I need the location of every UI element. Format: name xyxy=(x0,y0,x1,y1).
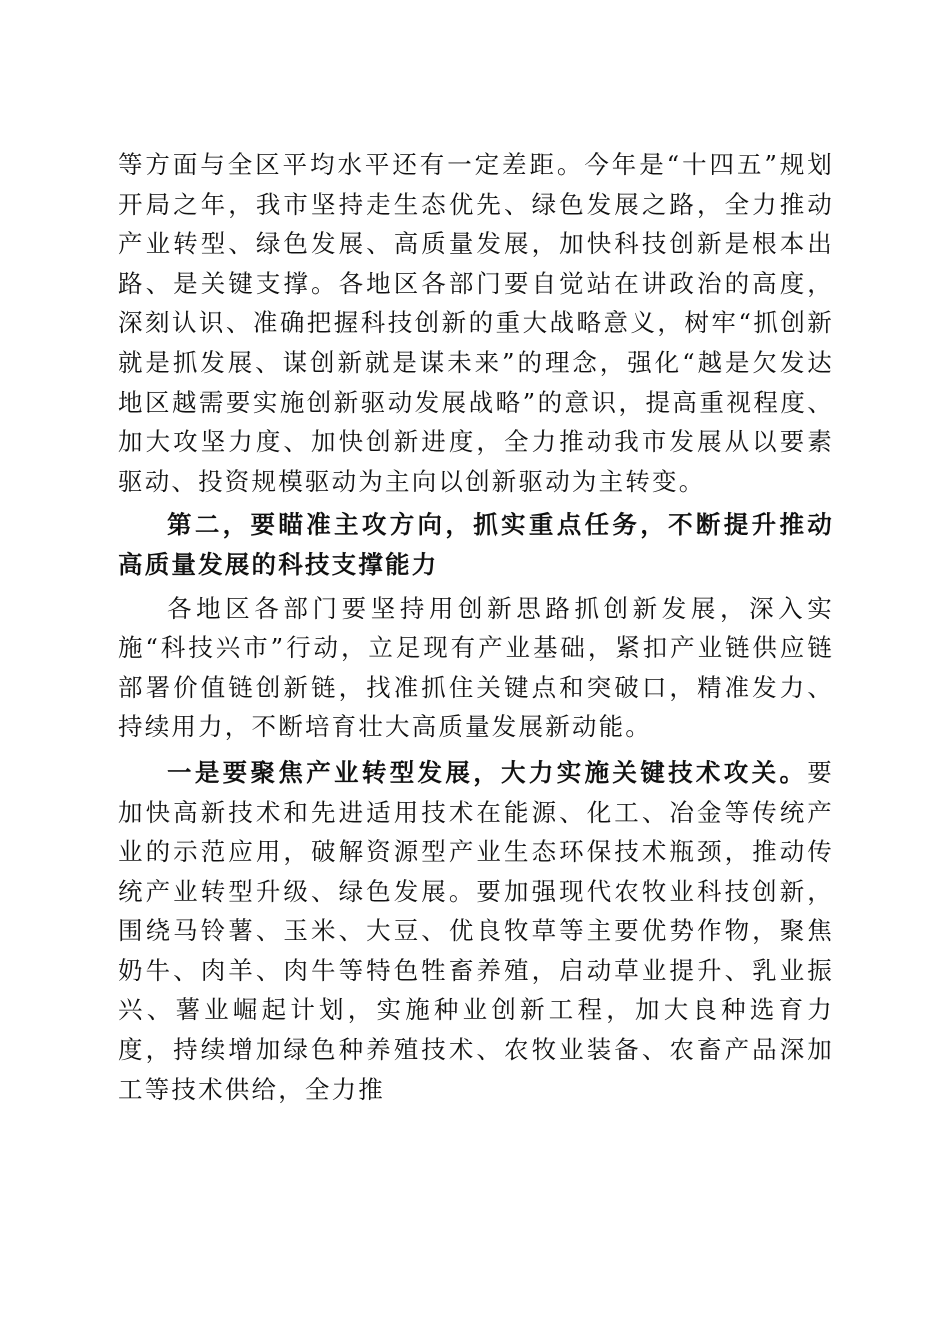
paragraph-intro: 各地区各部门要坚持用创新思路抓创新发展，深入实施“科技兴市”行动，立足现有产业基础，紧扣产业链供应链部署价值链创新链，找准抓住关键点和突破口，精准发力、持续用力，不断培育壮大高质量发展新动能。 xyxy=(118,593,834,742)
section-heading: 第二，要瞄准主攻方向，抓实重点任务，不断提升推动高质量发展的科技支撑能力 xyxy=(118,510,834,579)
paragraph-continuation: 等方面与全区平均水平还有一定差距。今年是“十四五”规划开局之年，我市坚持走生态优先、绿色发展之路，全力推动产业转型、绿色发展、高质量发展，加快科技创新是根本出路、是关键支撑。各地区各部门要自觉站在讲政治的高度，深刻认识、准确把握科技创新的重大战略意义，树牢“抓创新就是抓发展、谋创新就是谋未来”的理念，强化“越是欠发达地区越需要实施创新驱动发展战略”的意识，提高重视程度、加大攻坚力度、加快创新进度，全力推动我市发展从以要素驱动、投资规模驱动为主向以创新驱动为主转变。 xyxy=(118,150,834,496)
point-one-lead: 一是要聚焦产业转型发展，大力实施关键技术攻关。 xyxy=(167,757,808,787)
document-body xyxy=(118,145,834,1109)
paragraph-point-one xyxy=(118,753,834,1109)
point-one-body: 要加快高新技术和先进适用技术在能源、化工、冶金等传统产业的示范应用，破解资源型产业生态环保技术瓶颈，推动传统产业转型升级、绿色发展。要加强现代农牧业科技创新，围绕马铃薯、玉米、大豆、优良牧草等主要优势作物，聚焦奶牛、肉羊、肉牛等特色牲畜养殖，启动草业提升、乳业振兴、薯业崛起计划，实施种业创新工程，加大良种选育力度，持续增加绿色种养殖技术、农牧业装备、农畜产品深加工等技术供给，全力推 xyxy=(118,757,834,1104)
